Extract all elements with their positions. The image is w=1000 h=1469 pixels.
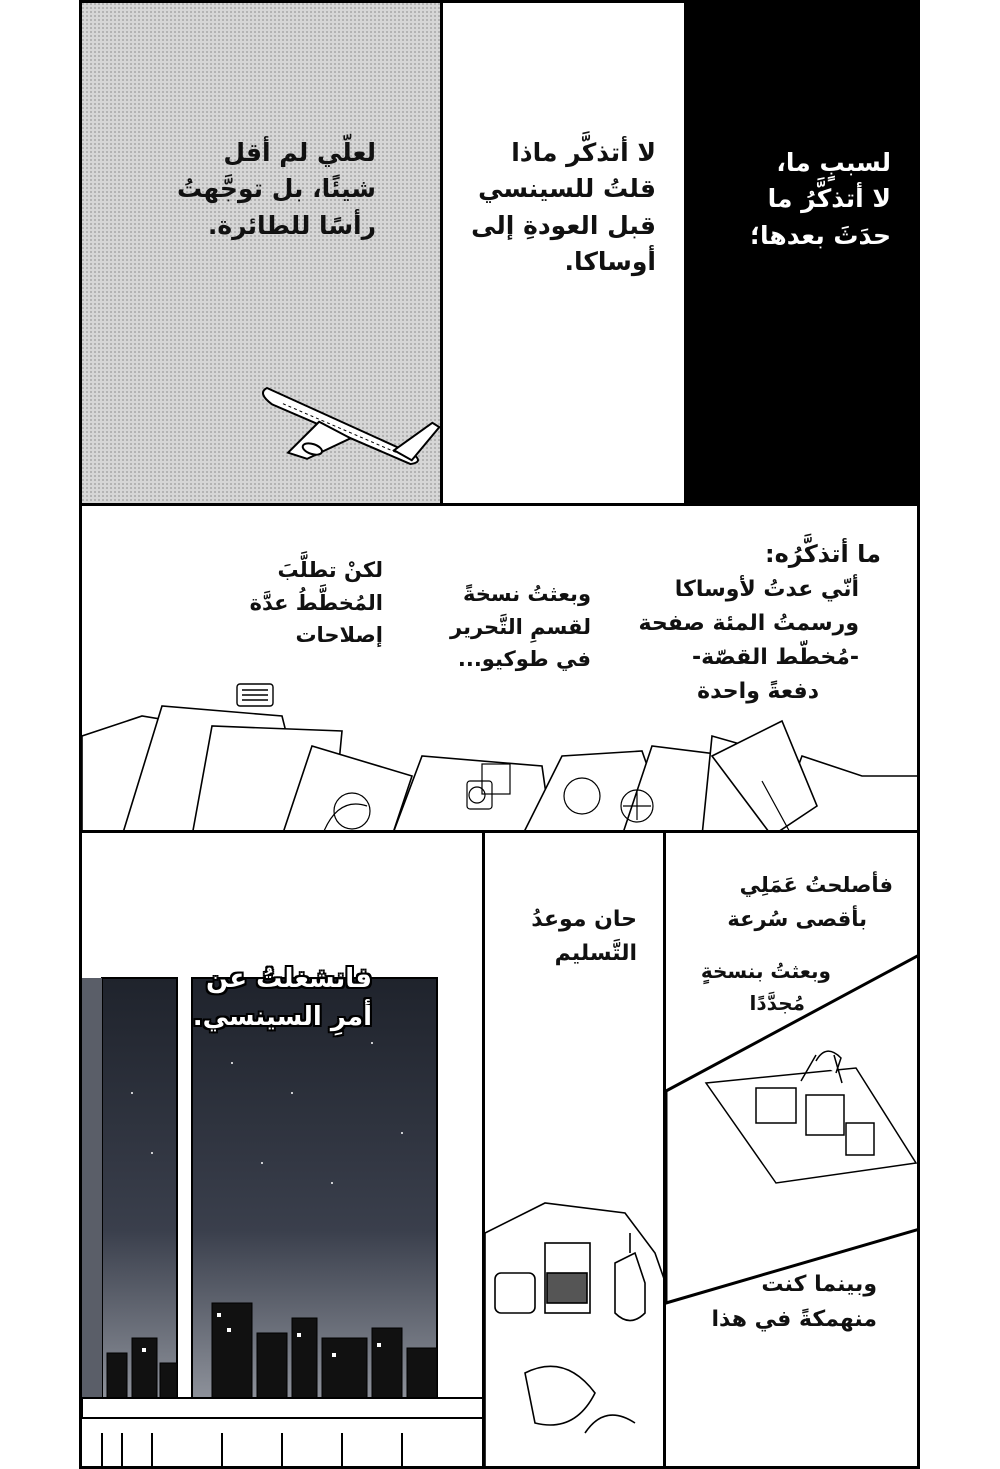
caption-panel4c xyxy=(250,554,383,652)
caption-line: وبينما كنت xyxy=(761,1272,877,1297)
caption-line: شيئًا، بل توجَّهتُ xyxy=(176,174,376,204)
caption-line: أمرِ السينسي. xyxy=(192,1001,372,1032)
caption-line: رأسًا للطائرة. xyxy=(207,210,376,240)
panel-airplane xyxy=(79,0,443,506)
panel-memory-white xyxy=(440,0,687,506)
caption-line: منهمكةً في هذا xyxy=(711,1307,877,1333)
caption-line: لعلّي لم أقل xyxy=(223,138,376,167)
caption-panel2 xyxy=(471,135,656,280)
caption-line: دفعةً واحدة xyxy=(697,679,819,705)
caption-panel4a xyxy=(639,536,882,710)
caption-panel3 xyxy=(177,135,376,244)
caption-line: أوساكا. xyxy=(564,246,656,276)
panel-city-window xyxy=(79,830,485,1469)
panel-desk xyxy=(79,503,920,833)
caption-heading: ما أتذكَّرُه: xyxy=(765,540,881,568)
caption-line: بأقصى سُرعة xyxy=(727,906,867,931)
caption-line: التَّسليم xyxy=(554,941,637,967)
caption-line: أنّي عدتُ لأوساكا xyxy=(674,577,859,603)
caption-panel7 xyxy=(193,961,372,1036)
caption-line: مُجدَّدًا xyxy=(749,991,805,1015)
caption-line: لا أتذكَّرُ ما xyxy=(767,184,891,214)
caption-line: ورسمتُ المئة صفحة xyxy=(638,611,859,637)
caption-panel1 xyxy=(750,145,891,254)
caption-line: في طوكيو... xyxy=(457,647,591,672)
caption-line: لكنْ تطلَّبَ xyxy=(277,558,383,582)
caption-line: وبعثتُ نسخةً xyxy=(462,582,591,606)
caption-line: لقسمِ التَّحرير xyxy=(450,614,591,639)
panel-fixes xyxy=(663,830,920,1469)
caption-line: المُخطَّطُ عدَّة xyxy=(249,590,383,615)
caption-panel5a xyxy=(727,869,893,936)
caption-line: حدَثَ بعدها؛ xyxy=(750,220,891,250)
caption-line: إصلاحات xyxy=(295,623,383,648)
caption-line: فأصلحتُ عَمَلِي xyxy=(739,873,893,897)
caption-line: حان موعدُ xyxy=(531,907,637,932)
airplane-illustration xyxy=(82,3,443,506)
caption-panel5c xyxy=(712,1267,878,1337)
caption-panel6 xyxy=(531,903,637,971)
caption-panel5b xyxy=(701,955,831,1019)
panel-black xyxy=(684,0,920,506)
panel-deadline xyxy=(482,830,666,1469)
caption-line: -مُخطّط القصّة- xyxy=(691,645,859,671)
city-skyline-illustration xyxy=(82,833,485,1469)
caption-panel4b xyxy=(450,578,591,676)
caption-line: قلتُ للسينسي xyxy=(478,174,656,204)
caption-line: لسببٍ ما، xyxy=(776,148,891,177)
caption-line: وبعثتُ بنسخةٍ xyxy=(700,959,831,983)
caption-line: لا أتذكَّر ماذا xyxy=(511,138,656,167)
caption-line: فانشغلتُ عن xyxy=(205,964,372,994)
caption-line: قبل العودةِ إلى xyxy=(471,210,656,240)
